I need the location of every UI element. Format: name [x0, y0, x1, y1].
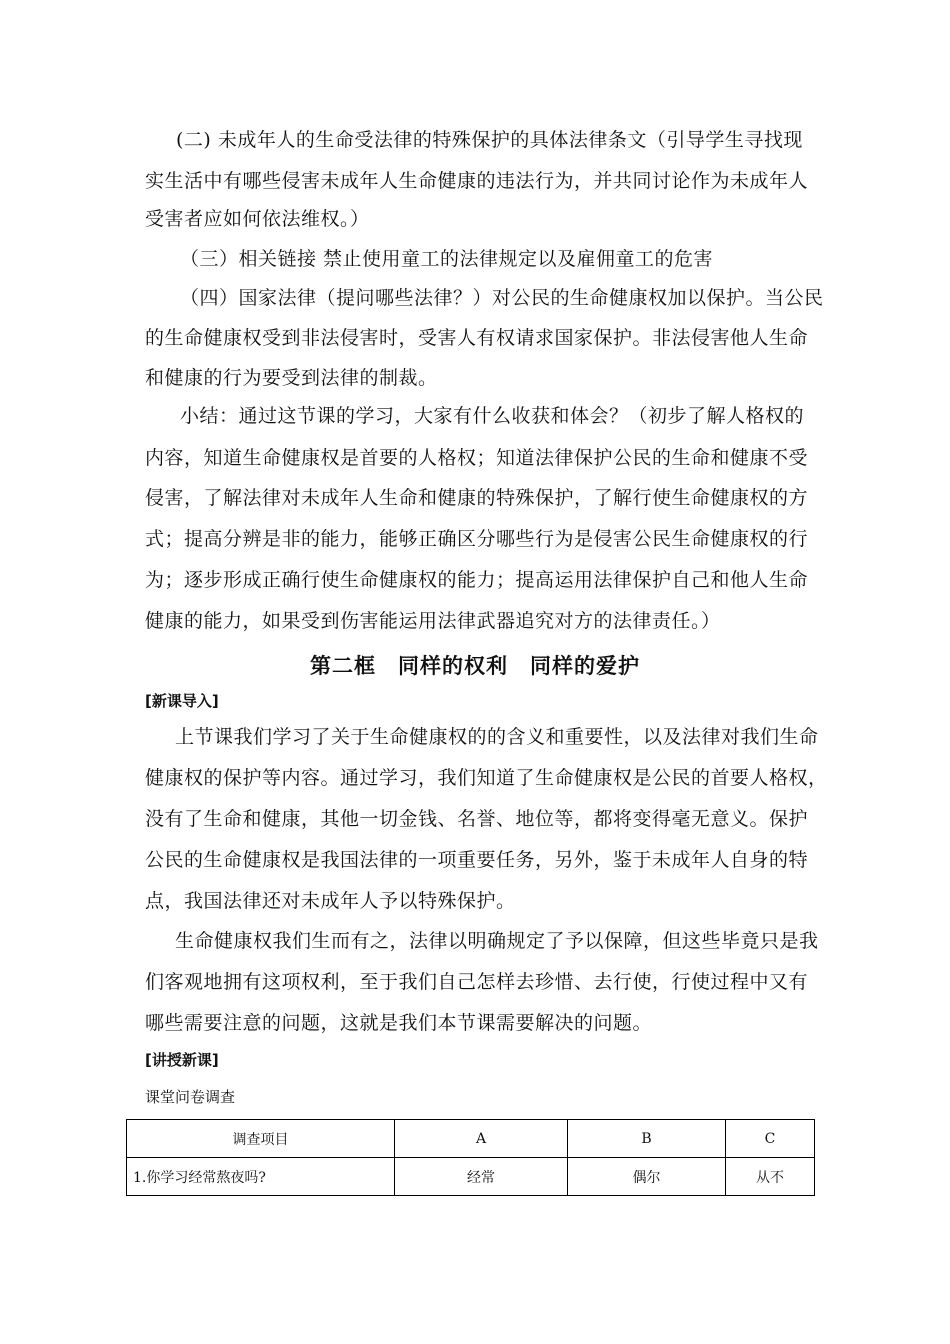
paragraph-line: 和健康的行为要受到法律的制裁。 — [145, 367, 438, 389]
header-cell: B — [568, 1120, 726, 1158]
table-cell: 从不 — [726, 1158, 815, 1196]
lecture-heading: [讲授新课] — [145, 1051, 219, 1069]
intro-line: 公民的生命健康权是我国法律的一项重要任务，另外，鉴于未成年人自身的特 — [145, 849, 809, 871]
paragraph-line: 受害者应如何依法维权。） — [145, 208, 370, 230]
header-cell: C — [726, 1120, 815, 1158]
intro-line: 健康权的保护等内容。通过学习，我们知道了生命健康权是公民的首要人格权， — [145, 767, 828, 789]
table-header-row — [127, 1120, 815, 1158]
paragraph-line: 侵害，了解法律对未成年人生命和健康的特殊保护，了解行使生命健康权的方 — [145, 487, 809, 509]
paragraph-line: 的生命健康权受到非法侵害时，受害人有权请求国家保护。非法侵害他人生命 — [145, 327, 809, 349]
intro-line: 们客观地拥有这项权利，至于我们自己怎样去珍惜、去行使，行使过程中又有 — [145, 971, 809, 993]
paragraph-line: 式；提高分辨是非的能力，能够正确区分哪些行为是侵害公民生命健康权的行 — [145, 528, 809, 550]
paragraph-line: 为；逐步形成正确行使生命健康权的能力；提高运用法律保护自己和他人生命 — [145, 569, 809, 591]
intro-line: 没有了生命和健康，其他一切金钱、名誉、地位等，都将变得毫无意义。保护 — [145, 808, 809, 830]
intro-line: 上节课我们学习了关于生命健康权的的含义和重要性，以及法律对我们生命 — [175, 726, 819, 748]
header-cell: A — [395, 1120, 568, 1158]
table-cell: 偶尔 — [568, 1158, 726, 1196]
intro-line: 哪些需要注意的问题，这就是我们本节课需要解决的问题。 — [145, 1012, 653, 1034]
paragraph-line: （三）相关链接 禁止使用童工的法律规定以及雇佣童工的危害 — [180, 248, 714, 270]
paragraph-line: (二) 未成年人的生命受法律的特殊保护的具体法律条文（引导学生寻找现 — [176, 129, 803, 151]
paragraph-line: 内容，知道生命健康权是首要的人格权；知道法律保护公民的生命和健康不受 — [145, 447, 809, 469]
table-row — [127, 1158, 815, 1196]
paragraph-line: 小结：通过这节课的学习，大家有什么收获和体会？（初步了解人格权的 — [180, 405, 805, 427]
table-cell: 1.你学习经常熬夜吗? — [127, 1158, 395, 1196]
intro-heading: [新课导入] — [145, 692, 219, 710]
table-cell: 经常 — [395, 1158, 568, 1196]
paragraph-line: （四）国家法律（提问哪些法律？）对公民的生命健康权加以保护。当公民 — [180, 287, 824, 309]
paragraph-line: 实生活中有哪些侵害未成年人生命健康的违法行为，并共同讨论作为未成年人 — [145, 170, 809, 192]
survey-table — [126, 1119, 815, 1196]
intro-line: 生命健康权我们生而有之，法律以明确规定了予以保障，但这些毕竟只是我 — [175, 930, 819, 952]
paragraph-line: 健康的能力，如果受到伤害能运用法律武器追究对方的法律责任。） — [145, 610, 721, 632]
section-title: 第二框 同样的权利 同样的爱护 — [310, 654, 640, 678]
header-cell: 调查项目 — [127, 1120, 395, 1158]
intro-line: 点，我国法律还对未成年人予以特殊保护。 — [145, 890, 516, 912]
survey-caption: 课堂问卷调查 — [145, 1088, 236, 1106]
